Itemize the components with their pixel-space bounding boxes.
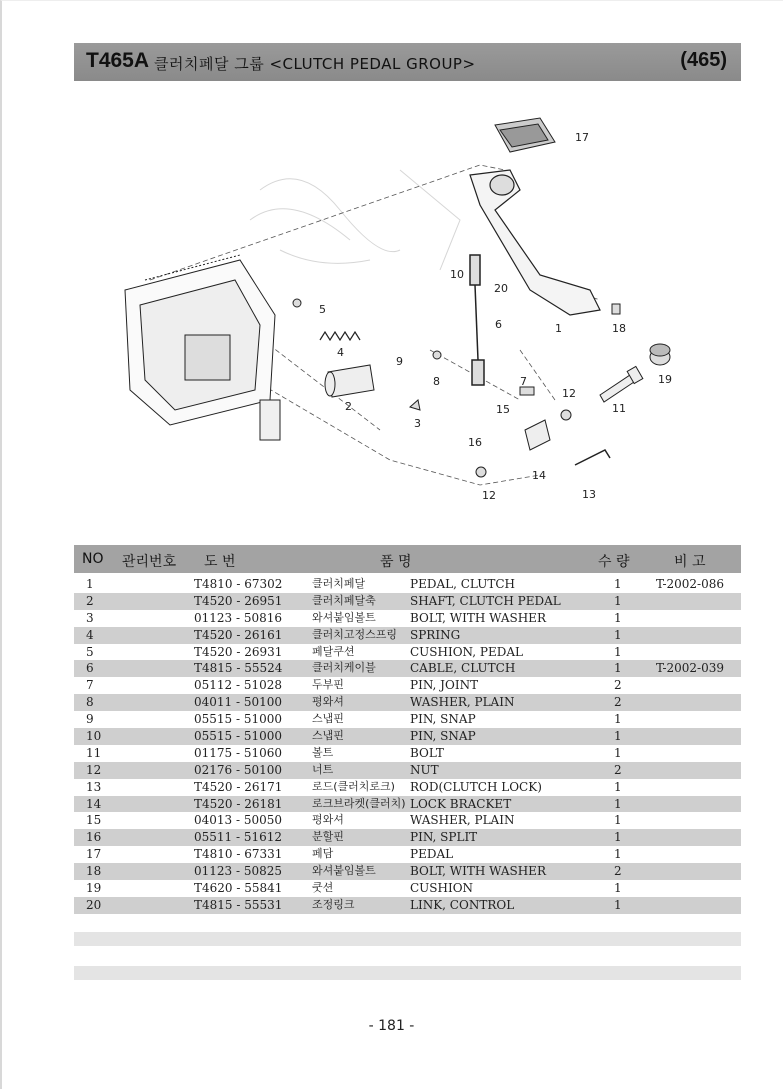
- row-english-name: PEDAL, CLUTCH: [410, 577, 515, 591]
- row-korean-name: 쿳션: [312, 881, 334, 895]
- row-no: 9: [86, 712, 94, 727]
- bolt: [600, 366, 643, 402]
- row-quantity: 1: [614, 881, 622, 896]
- row-part-number: T4620 - 55841: [194, 881, 283, 896]
- col-qty: 수 량: [598, 554, 630, 570]
- table-row: [74, 593, 741, 610]
- row-part-number: T4815 - 55524: [194, 661, 283, 676]
- col-part-name: 품 명: [380, 554, 412, 570]
- row-english-name: NUT: [410, 762, 439, 777]
- row-no: 1: [86, 577, 94, 591]
- col-no: NO: [82, 551, 104, 567]
- row-no: 6: [86, 661, 94, 676]
- group-code: T465A: [86, 49, 150, 72]
- callout-8: 8: [433, 375, 440, 388]
- row-part-number: 05112 - 51028: [194, 678, 283, 693]
- row-part-number: 01175 - 51060: [194, 745, 283, 760]
- row-quantity: 1: [614, 644, 622, 659]
- row-no: 2: [86, 593, 94, 608]
- callout-1: 1: [555, 322, 562, 335]
- table-row: [74, 829, 741, 846]
- callout-4: 4: [337, 346, 344, 359]
- row-english-name: PIN, JOINT: [410, 678, 479, 693]
- table-row: [74, 627, 741, 644]
- callout-3: 3: [414, 417, 421, 430]
- table-row: [74, 779, 741, 796]
- row-part-number: 01123 - 50816: [194, 610, 283, 625]
- pedal-shaft: [325, 365, 374, 397]
- row-quantity: 1: [614, 627, 622, 642]
- row-korean-name: 분할핀: [312, 830, 344, 844]
- row-quantity: 1: [614, 796, 622, 811]
- row-korean-name: 페담: [312, 847, 334, 861]
- row-no: 16: [86, 830, 102, 845]
- table-row: [74, 796, 741, 813]
- section-header: [74, 43, 741, 81]
- row-no: 3: [86, 610, 94, 625]
- callout-2: 2: [345, 400, 352, 413]
- table-row: [74, 846, 741, 863]
- row-no: 4: [86, 627, 94, 642]
- row-english-name: WASHER, PLAIN: [410, 813, 515, 828]
- row-part-number: T4520 - 26951: [194, 593, 283, 608]
- clutch-cable: [470, 255, 484, 385]
- callout-18: 18: [612, 322, 626, 335]
- table-row: [74, 694, 741, 711]
- row-no: 10: [86, 729, 102, 744]
- row-part-number: T4815 - 55531: [194, 897, 283, 912]
- row-quantity: 1: [614, 577, 622, 591]
- col-remarks: 비 고: [674, 554, 706, 570]
- table-row: [74, 897, 741, 914]
- row-korean-name: 평와셔: [312, 695, 344, 709]
- callout-9: 9: [396, 355, 403, 368]
- row-quantity: 1: [614, 847, 622, 862]
- table-row: [74, 762, 741, 779]
- row-english-name: PEDAL: [410, 847, 454, 862]
- row-quantity: 1: [614, 661, 622, 676]
- row-no: 5: [86, 644, 94, 659]
- row-quantity: 1: [614, 610, 622, 625]
- row-korean-name: 스냅핀: [312, 729, 344, 743]
- callout-20: 20: [494, 282, 508, 295]
- callout-5: 5: [319, 303, 326, 316]
- callout-12a: 12: [562, 387, 576, 400]
- row-quantity: 1: [614, 729, 622, 744]
- callout-11: 11: [612, 402, 626, 415]
- pedal-pad: [495, 118, 555, 152]
- page-number: - 181 -: [368, 1018, 415, 1034]
- row-quantity: 2: [614, 864, 622, 879]
- row-korean-name: 너트: [312, 762, 334, 776]
- row-no: 14: [86, 796, 102, 811]
- row-quantity: 2: [614, 678, 622, 693]
- row-korean-name: 페달쿠션: [312, 644, 355, 658]
- row-no: 8: [86, 695, 94, 710]
- row-korean-name: 클러치페달: [312, 577, 366, 590]
- row-part-number: 01123 - 50825: [194, 864, 283, 879]
- row-part-number: T4810 - 67331: [194, 847, 283, 862]
- callout-16: 16: [468, 436, 482, 449]
- row-english-name: SPRING: [410, 627, 461, 642]
- lock-rod: [575, 450, 610, 465]
- row-part-number: 02176 - 50100: [194, 762, 283, 777]
- row-quantity: 1: [614, 593, 622, 608]
- row-korean-name: 볼트: [312, 745, 334, 759]
- row-english-name: PIN, SPLIT: [410, 830, 478, 845]
- frame-bracket: [125, 255, 280, 440]
- row-remarks: T-2002-039: [656, 661, 725, 676]
- row-korean-name: 로드(클러치로크): [312, 779, 395, 793]
- row-part-number: T4520 - 26181: [194, 796, 283, 811]
- row-part-number: 04011 - 50100: [194, 695, 283, 710]
- row-part-number: T4520 - 26171: [194, 779, 283, 794]
- row-english-name: LINK, CONTROL: [410, 897, 515, 912]
- table-row: [74, 812, 741, 829]
- row-korean-name: 클러치페달축: [312, 593, 376, 607]
- spring: [320, 332, 360, 340]
- table-row: [74, 576, 741, 593]
- row-no: 18: [86, 864, 102, 879]
- row-korean-name: 로크브라켓(클러치): [312, 796, 406, 810]
- row-no: 17: [86, 847, 102, 862]
- col-drawing-no: 도 번: [204, 554, 236, 570]
- exploded-parts-diagram: [100, 100, 700, 520]
- row-korean-name: 조정링크: [312, 897, 355, 911]
- row-quantity: 1: [614, 779, 622, 794]
- row-korean-name: 와셔붙임볼트: [312, 610, 376, 624]
- parts-table-body: [74, 576, 741, 914]
- row-korean-name: 평와셔: [312, 813, 344, 827]
- bleed-through-lines: [250, 170, 460, 270]
- callout-7: 7: [520, 375, 527, 388]
- row-quantity: 1: [614, 813, 622, 828]
- row-english-name: WASHER, PLAIN: [410, 695, 515, 710]
- callout-10: 10: [450, 268, 464, 281]
- row-no: 13: [86, 779, 102, 794]
- table-row: [74, 677, 741, 694]
- callout-13: 13: [582, 488, 596, 501]
- table-row: [74, 728, 741, 745]
- row-english-name: SHAFT, CLUTCH PEDAL: [410, 593, 561, 608]
- row-no: 12: [86, 762, 102, 777]
- table-row: [74, 745, 741, 762]
- table-row: [74, 610, 741, 627]
- table-row: [74, 644, 741, 661]
- callout-15: 15: [496, 403, 510, 416]
- row-english-name: BOLT: [410, 745, 444, 760]
- cushion: [650, 344, 670, 365]
- row-part-number: T4520 - 26931: [194, 644, 283, 659]
- row-part-number: 05511 - 51612: [194, 830, 283, 845]
- row-english-name: LOCK BRACKET: [410, 796, 512, 811]
- row-part-number: 05515 - 51000: [194, 729, 283, 744]
- row-quantity: 1: [614, 830, 622, 845]
- callout-6: 6: [495, 318, 502, 331]
- row-remarks: T-2002-086: [656, 577, 725, 591]
- row-english-name: CUSHION, PEDAL: [410, 644, 524, 659]
- bleed-through-bands: [74, 918, 741, 998]
- row-quantity: 2: [614, 762, 622, 777]
- clutch-pedal-arm: [470, 170, 600, 315]
- row-part-number: T4810 - 67302: [194, 577, 283, 591]
- row-korean-name: 두부핀: [312, 678, 344, 692]
- row-no: 15: [86, 813, 102, 828]
- row-english-name: BOLT, WITH WASHER: [410, 864, 546, 879]
- row-korean-name: 와셔붙임볼트: [312, 864, 376, 878]
- row-no: 20: [86, 897, 102, 912]
- callout-19: 19: [658, 373, 672, 386]
- row-english-name: PIN, SNAP: [410, 712, 476, 727]
- group-title: 클러치페달 그룹 <CLUTCH PEDAL GROUP>: [154, 55, 476, 73]
- callout-14: 14: [532, 469, 546, 482]
- table-row: [74, 711, 741, 728]
- row-part-number: T4520 - 26161: [194, 627, 283, 642]
- parts-table-header: [74, 545, 741, 573]
- table-row: [74, 880, 741, 897]
- callout-12b: 12: [482, 489, 496, 502]
- group-page-ref: (465): [680, 49, 727, 71]
- row-korean-name: 클러치케이블: [312, 661, 376, 675]
- row-part-number: 04013 - 50050: [194, 813, 283, 828]
- row-english-name: CABLE, CLUTCH: [410, 661, 516, 676]
- row-no: 11: [86, 745, 102, 760]
- row-korean-name: 스냅핀: [312, 712, 344, 726]
- table-row: [74, 660, 741, 677]
- row-quantity: 1: [614, 712, 622, 727]
- row-english-name: BOLT, WITH WASHER: [410, 610, 546, 625]
- row-quantity: 1: [614, 745, 622, 760]
- callout-17: 17: [575, 131, 589, 144]
- col-mgmt-no: 관리번호: [122, 554, 177, 570]
- row-english-name: PIN, SNAP: [410, 729, 476, 744]
- row-quantity: 2: [614, 695, 622, 710]
- row-korean-name: 클러치고정스프링: [312, 627, 398, 641]
- row-quantity: 1: [614, 897, 622, 912]
- table-row: [74, 863, 741, 880]
- lock-bracket: [525, 420, 550, 450]
- row-english-name: ROD(CLUTCH LOCK): [410, 779, 542, 794]
- row-no: 19: [86, 881, 102, 896]
- row-english-name: CUSHION: [410, 881, 474, 896]
- row-part-number: 05515 - 51000: [194, 712, 283, 727]
- row-no: 7: [86, 678, 94, 693]
